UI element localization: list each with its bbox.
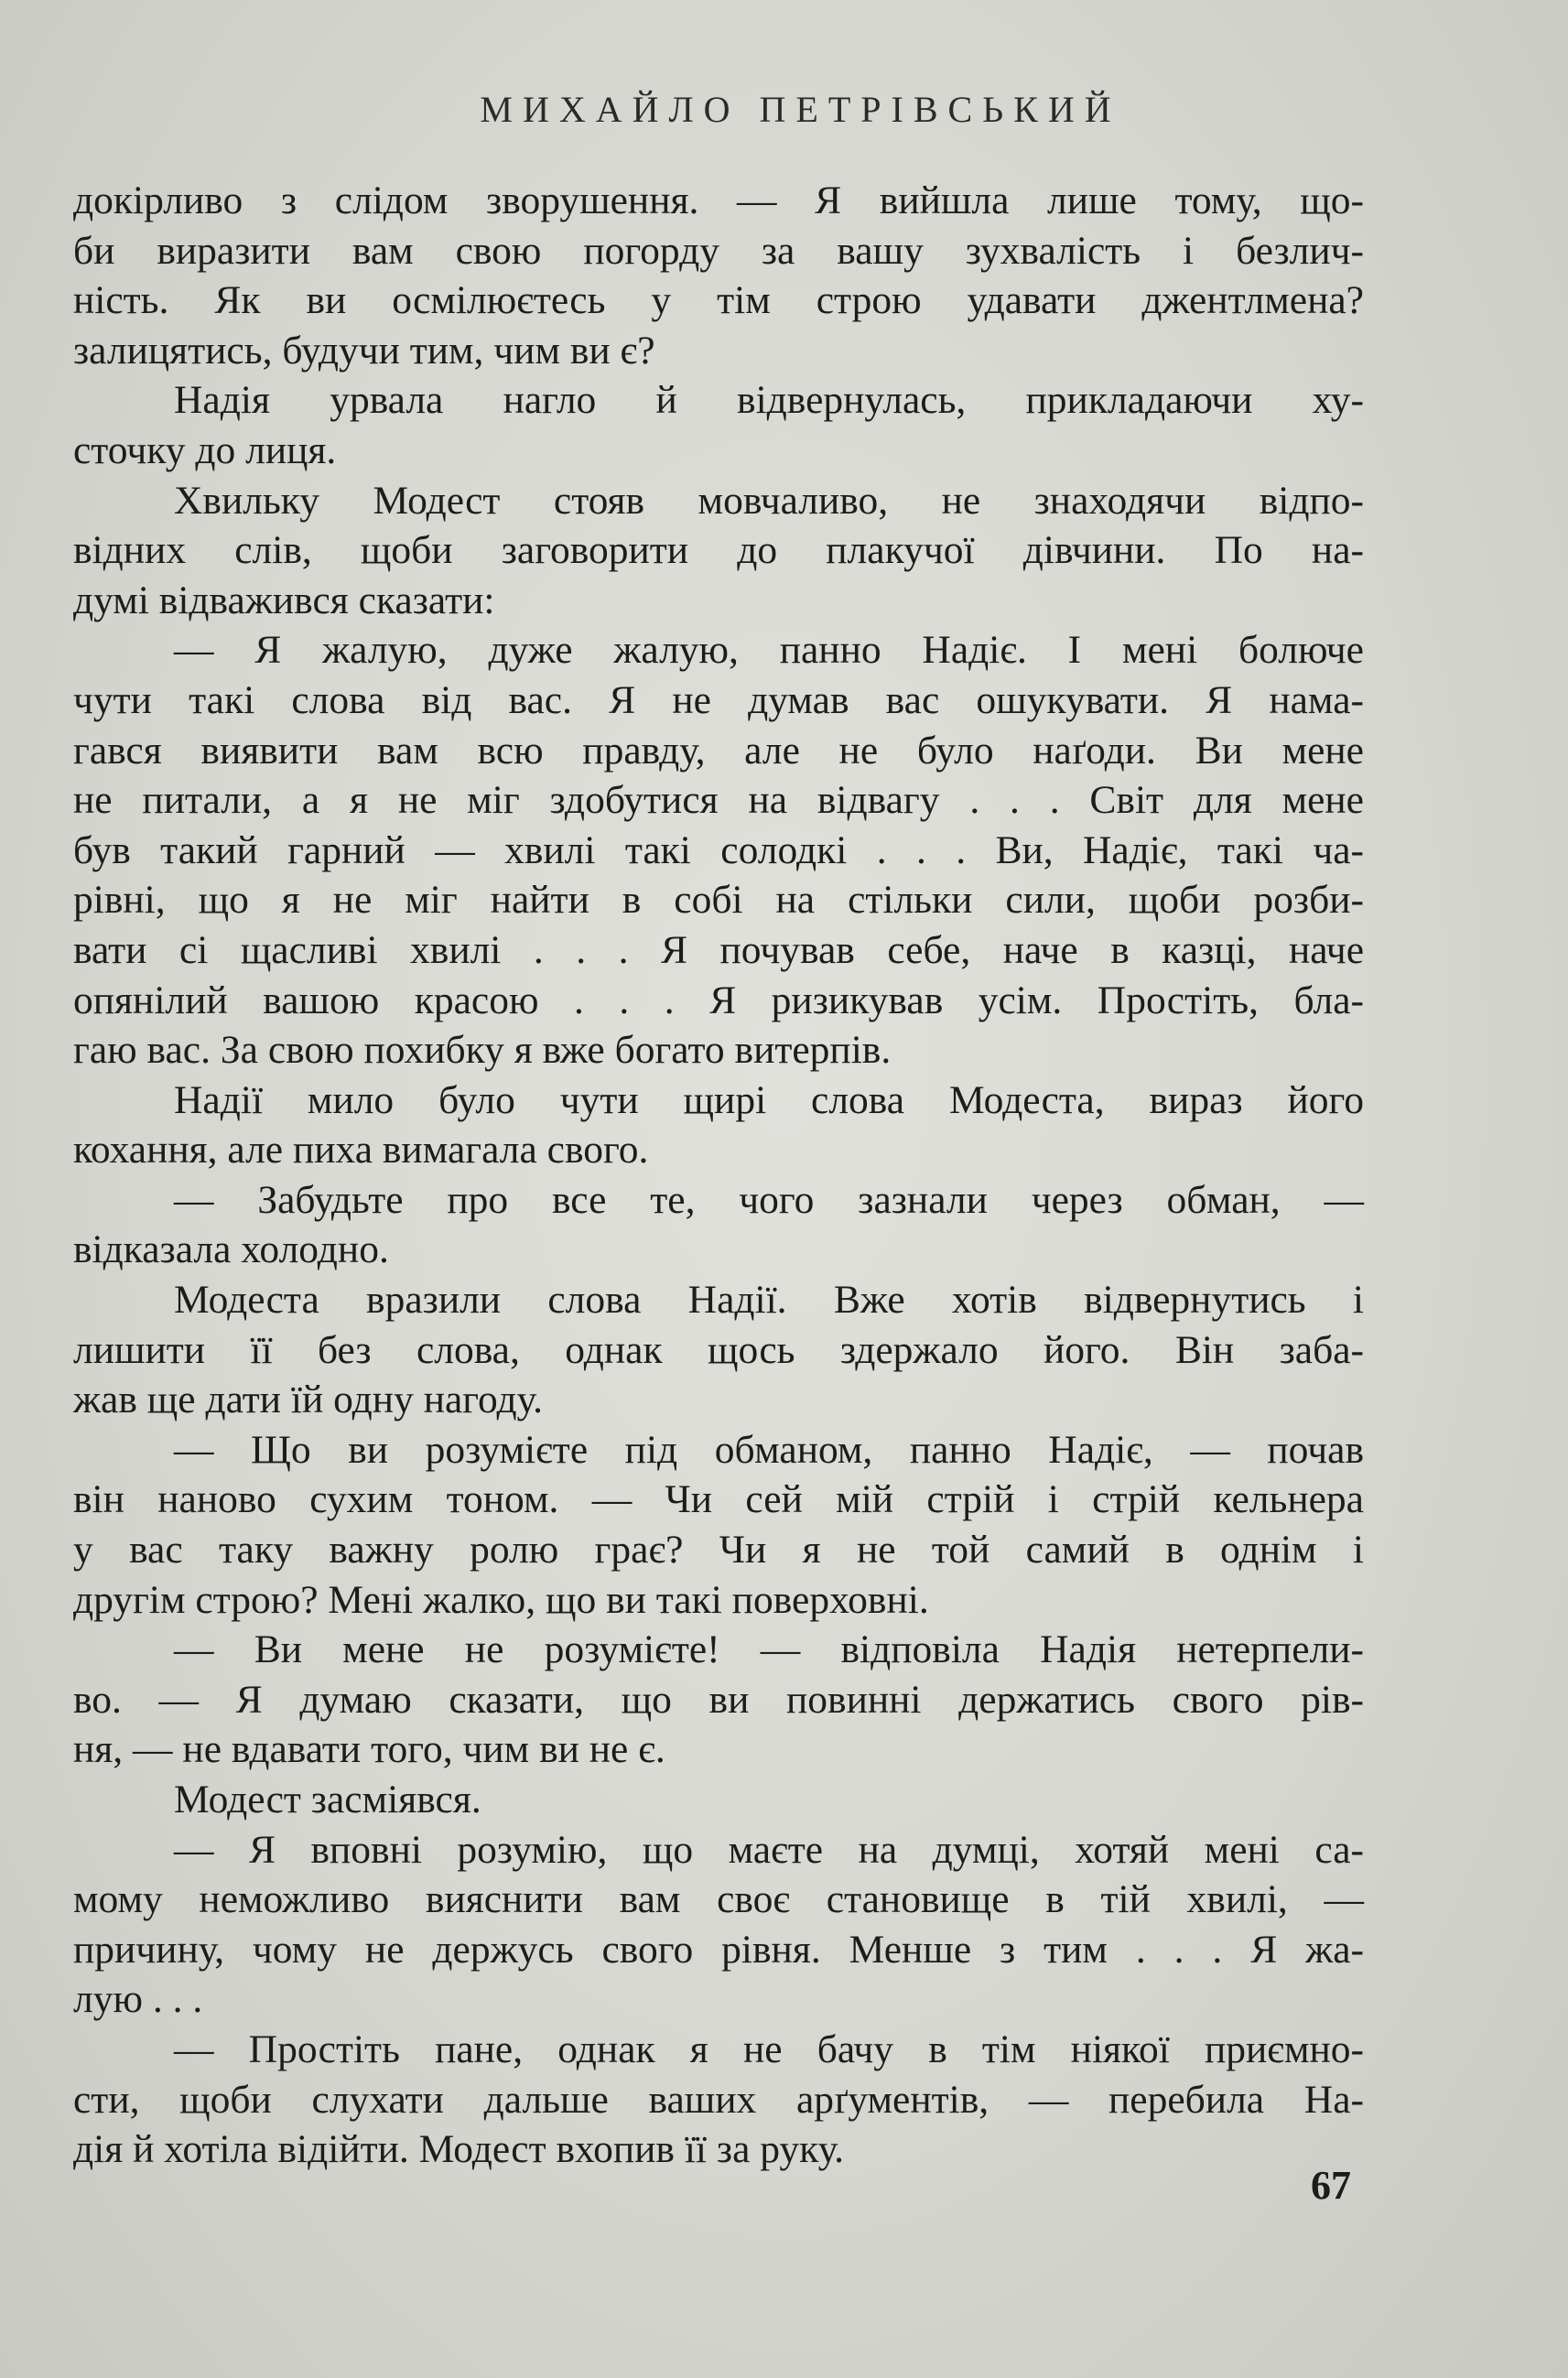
body-text: [73, 176, 1364, 2175]
text-line: жав ще дати їй одну нагоду.: [73, 1378, 543, 1422]
text-line: — Ви мене не розумієте! — відповіла Надія нетерпели-: [174, 1627, 1364, 1672]
text-line: Модест засміявся.: [174, 1778, 481, 1821]
text-line: Надія урвала нагло й відвернулась, прикладаючи ху-: [174, 378, 1364, 423]
text-line: — Що ви розумієте під обманом, панно Надіє, — почав: [174, 1427, 1364, 1472]
text-line: Модеста вразили слова Надії. Вже хотів відвернутись і: [174, 1278, 1364, 1323]
text-line: був такий гарний — хвилі такі солодкі . . . Ви, Надіє, такі ча-: [73, 827, 1364, 872]
text-line: би виразити вам свою погорду за вашу зухвалість і безлич-: [73, 228, 1364, 273]
text-line: лую . . .: [73, 1977, 203, 2022]
text-line: — Я вповні розумію, що маєте на думці, хотяй мені са-: [174, 1827, 1364, 1872]
text-line: гався виявити вам всю правду, але не було наґоди. Ви мене: [73, 728, 1364, 773]
text-line: відних слів, щоби заговорити до плакучої дівчини. По на-: [73, 528, 1364, 573]
text-line: мому неможливо вияснити вам своє становище в тій хвилі, —: [73, 1877, 1364, 1922]
text-line: Хвильку Модест стояв мовчаливо, не знаходячи відпо-: [174, 478, 1364, 523]
text-line: Надії мило було чути щирі слова Модеста, вираз його: [174, 1077, 1364, 1122]
text-line: — Я жалую, дуже жалую, панно Надіє. І мені болюче: [174, 628, 1364, 673]
text-line: дія й хотіла відійти. Модест вхопив її за руку.: [73, 2127, 844, 2172]
text-line: лишити її без слова, однак щось здержало його. Він заба-: [73, 1327, 1364, 1372]
text-line: залицятись, будучи тим, чим ви є?: [73, 328, 655, 373]
page-number: 67: [1311, 2163, 1351, 2208]
text-line: — Забудьте про все те, чого зазнали через обман, —: [174, 1177, 1364, 1222]
text-line: опянілий вашою красою . . . Я ризикував усім. Простіть, бла-: [73, 978, 1364, 1022]
text-line: гаю вас. За свою похибку я вже богато витерпів.: [73, 1028, 892, 1073]
text-line: чути такі слова від вас. Я не думав вас ошукувати. Я нама-: [73, 677, 1364, 722]
text-line: сти, щоби слухати дальше ваших арґументів, — перебила На-: [73, 2077, 1364, 2122]
text-line: ність. Як ви осмілюєтесь у тім строю удавати джентлмена?: [73, 278, 1364, 323]
text-line: рівні, що я не міг найти в собі на стільки сили, щоби розби-: [73, 878, 1364, 923]
text-line: вати сі щасливі хвилі . . . Я почував себе, наче в казці, наче: [73, 927, 1364, 972]
text-line: причину, чому не держусь свого рівня. Менше з тим . . . Я жа-: [73, 1927, 1364, 1972]
text-line: думі відважився сказати:: [73, 578, 495, 622]
text-line: він наново сухим тоном. — Чи сей мій стрій і стрій кельнера: [73, 1477, 1364, 1522]
text-line: докірливо з слідом зворушення. — Я вийшла лише тому, що-: [73, 178, 1364, 222]
text-line: ня, — не вдавати того, чим ви не є.: [73, 1727, 665, 1772]
text-line: не питали, а я не міг здобутися на відвагу . . . Світ для мене: [73, 778, 1364, 823]
text-line: во. — Я думаю сказати, що ви повинні держатись свого рів-: [73, 1677, 1364, 1722]
text-line: кохання, але пиха вимагала свого.: [73, 1128, 649, 1173]
text-line: відказала холодно.: [73, 1227, 389, 1272]
text-line: другім строю? Мені жалко, що ви такі поверховні.: [73, 1577, 929, 1622]
running-title: МИХАЙЛО ПЕТРІВСЬКИЙ: [480, 89, 1121, 130]
text-line: у вас таку важну ролю грає? Чи я не той самий в однім і: [73, 1528, 1364, 1573]
text-line: — Простіть пане, однак я не бачу в тім ніякої приємно-: [174, 2027, 1364, 2071]
text-line: сточку до лиця.: [73, 427, 337, 472]
